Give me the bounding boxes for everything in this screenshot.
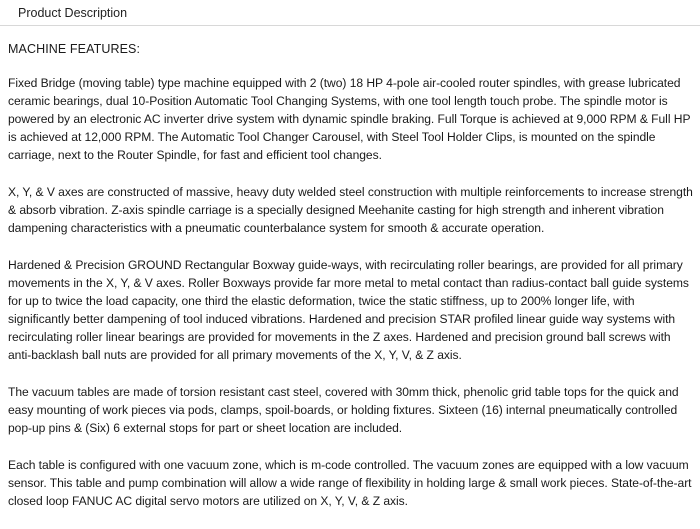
product-description-header xyxy=(0,0,700,26)
paragraph-guideways: Hardened & Precision GROUND Rectangular Boxway guide-ways, with recirculating roller bearings, are provided for all primary movements in the X, Y, & V axes. Roller Boxways provide far more metal to metal contact than radius-contact ball guide systems for up to twice the load capacity, one third the elastic deformation, twice the static stiffness, up to 200% longer life, with significantly better dampening of tool induced vibrations. Hardened and precision STAR profiled linear guide way systems with recirculating roller linear bearings are provided for movements in the Z axes. Hardened and precision ground ball screws with anti-backlash ball nuts are provided for all primary movements of the X, Y, V, & Z axis. xyxy=(8,257,689,363)
paragraph-axes-construction: X, Y, & V axes are constructed of massive, heavy duty welded steel construction with multiple reinforcements to increase strength & absorb vibration. Z-axis spindle carriage is a specially designed Meehanite casting for high strength and inherent vibration dampening characteristics with a pneumatic counterbalance system for smooth & accurate operation. xyxy=(8,185,693,236)
section-title: Product Description xyxy=(18,6,128,20)
paragraph-vacuum-tables: The vacuum tables are made of torsion resistant cast steel, covered with 30mm thick, phenolic grid table tops for the quick and easy mounting of work pieces via pods, clamps, spoil-boards, or holding fixtures. Sixteen (16) internal pneumatically controlled pop-up pins & (Six) 6 external stops for part or sheet location are included. xyxy=(8,385,679,436)
paragraph-vacuum-zones: Each table is configured with one vacuum zone, which is m-code controlled. The vacuum zones are equipped with a low vacuum sensor. This table and pump combination will allow a wide range of flexibility in holding large & small work pieces. State-of-the-art closed loop FANUC AC digital servo motors are utilized on X, Y, V, & Z axis. xyxy=(8,457,692,509)
description-body xyxy=(8,42,694,529)
paragraph-spindles: Fixed Bridge (moving table) type machine equipped with 2 (two) 18 HP 4-pole air-cooled router spindles, with grease lubricated ceramic bearings, dual 10-Position Automatic Tool Changing Systems, with one tool length touch probe. The spindle motor is powered by an electronic AC inverter drive system with dynamic spindle braking. Full Torque is achieved at 9,000 RPM & Full HP is achieved at 12,000 RPM. The Automatic Tool Changer Carousel, with Steel Tool Holder Clips, is mounted on the spindle carriage, next to the Router Spindle, for fast and efficient tool changes. xyxy=(8,76,691,163)
machine-features-heading: MACHINE FEATURES: xyxy=(8,42,141,56)
